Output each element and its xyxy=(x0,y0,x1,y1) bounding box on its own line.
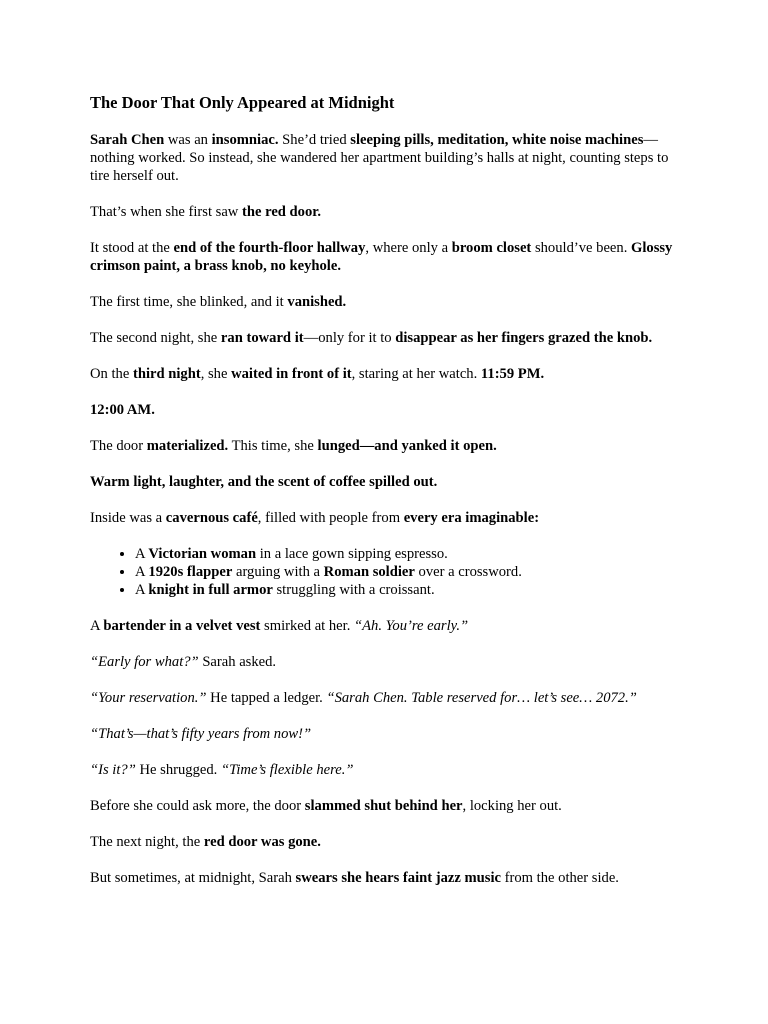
paragraph-18 xyxy=(90,869,690,887)
bold-text: insomniac. xyxy=(211,132,279,148)
bold-text: waited in front of it xyxy=(231,366,352,382)
text: Before she could ask more, the door xyxy=(90,798,305,814)
text: smirked at her. xyxy=(260,618,355,634)
paragraph-2 xyxy=(90,203,690,221)
bold-text: knight in full armor xyxy=(148,582,273,598)
text: But sometimes, at midnight, Sarah xyxy=(90,870,296,886)
bold-text: Roman soldier xyxy=(323,564,415,580)
text: Inside was a xyxy=(90,510,166,526)
italic-text: “Your reservation.” xyxy=(90,690,207,706)
bold-text: slammed shut behind her xyxy=(304,798,463,814)
text: On the xyxy=(90,366,133,382)
text: A xyxy=(135,582,149,598)
text: , filled with people from xyxy=(257,510,404,526)
italic-text: “That’s—that’s fifty years from now!” xyxy=(90,726,312,742)
paragraph-14 xyxy=(90,725,690,743)
bold-text: red door was gone. xyxy=(203,834,321,850)
bold-text: third night xyxy=(132,366,201,382)
text: —only for it to xyxy=(303,330,396,346)
paragraph-7 xyxy=(90,401,690,419)
bold-text: bartender in a velvet vest xyxy=(103,618,261,634)
bold-text: broom closet xyxy=(451,240,532,256)
text: She’d tried xyxy=(278,132,351,148)
paragraph-11 xyxy=(90,617,690,635)
text: The second night, she xyxy=(90,330,221,346)
paragraph-1 xyxy=(90,131,690,185)
bold-text: materialized. xyxy=(146,438,229,454)
bold-text: cavernous café xyxy=(165,510,258,526)
paragraph-16 xyxy=(90,797,690,815)
italic-text: “Is it?” xyxy=(90,762,136,778)
bold-text: ran toward it xyxy=(220,330,304,346)
bold-text: swears she hears faint jazz music xyxy=(295,870,502,886)
text: He tapped a ledger. xyxy=(206,690,327,706)
bold-text: Glossy crimson paint, a brass knob, no keyhole. xyxy=(90,240,673,274)
text: The next night, the xyxy=(90,834,204,850)
paragraph-8 xyxy=(90,437,690,455)
text: arguing with a xyxy=(232,564,324,580)
bullet-list xyxy=(90,545,690,599)
list-item xyxy=(135,545,690,563)
text: It stood at the xyxy=(90,240,174,256)
italic-text: “Early for what?” xyxy=(90,654,199,670)
document-title: The Door That Only Appeared at Midnight xyxy=(90,93,395,112)
text: should’ve been. xyxy=(531,240,631,256)
text: The door xyxy=(90,438,147,454)
bold-text: vanished. xyxy=(287,294,347,310)
bold-text: end of the fourth-floor hallway xyxy=(173,240,366,256)
paragraph-9 xyxy=(90,473,690,491)
paragraph-12 xyxy=(90,653,690,671)
text: Sarah asked. xyxy=(198,654,277,670)
bold-text: Sarah Chen xyxy=(90,132,165,148)
bold-text: Victorian woman xyxy=(148,546,257,562)
paragraph-13 xyxy=(90,689,690,707)
text: , she xyxy=(200,366,232,382)
text: over a crossword. xyxy=(414,564,522,580)
text: A xyxy=(135,546,149,562)
text: That’s when she first saw xyxy=(90,204,242,220)
text: The first time, she blinked, and it xyxy=(90,294,288,310)
list-item xyxy=(135,581,690,599)
text: from the other side. xyxy=(501,870,619,886)
paragraph-6 xyxy=(90,365,690,383)
italic-text: “Sarah Chen. Table reserved for… let’s see… 2072.” xyxy=(326,690,637,706)
italic-text: “Ah. You’re early.” xyxy=(354,618,469,634)
text: struggling with a croissant. xyxy=(272,582,435,598)
text: was an xyxy=(164,132,212,148)
text: in a lace gown sipping espresso. xyxy=(256,546,448,562)
paragraph-15 xyxy=(90,761,690,779)
text: , where only a xyxy=(365,240,452,256)
paragraph-17 xyxy=(90,833,690,851)
text: , locking her out. xyxy=(462,798,562,814)
bold-text: Warm light, laughter, and the scent of coffee spilled out. xyxy=(90,474,438,490)
text: , staring at her watch. xyxy=(351,366,481,382)
text: A xyxy=(135,564,149,580)
paragraph-4 xyxy=(90,293,690,311)
bold-text: 11:59 PM. xyxy=(480,366,545,382)
bold-text: sleeping pills, meditation, white noise machines xyxy=(350,132,644,148)
list-item xyxy=(135,563,690,581)
bold-text: every era imaginable: xyxy=(403,510,540,526)
italic-text: “Time’s flexible here.” xyxy=(220,762,354,778)
paragraph-3 xyxy=(90,239,690,275)
paragraph-5 xyxy=(90,329,690,347)
text: This time, she xyxy=(228,438,318,454)
text: —nothing worked. So instead, she wandered her apartment building’s halls at night, counting steps to tire herself out. xyxy=(90,132,669,184)
text: He shrugged. xyxy=(135,762,221,778)
bold-text: 1920s flapper xyxy=(148,564,233,580)
bold-text: 12:00 AM. xyxy=(90,402,155,418)
bold-text: lunged—and yanked it open. xyxy=(317,438,497,454)
bold-text: disappear as her fingers grazed the knob. xyxy=(395,330,653,346)
document-page xyxy=(90,93,690,905)
text: A xyxy=(90,618,104,634)
bold-text: the red door. xyxy=(242,204,322,220)
paragraph-10 xyxy=(90,509,690,527)
